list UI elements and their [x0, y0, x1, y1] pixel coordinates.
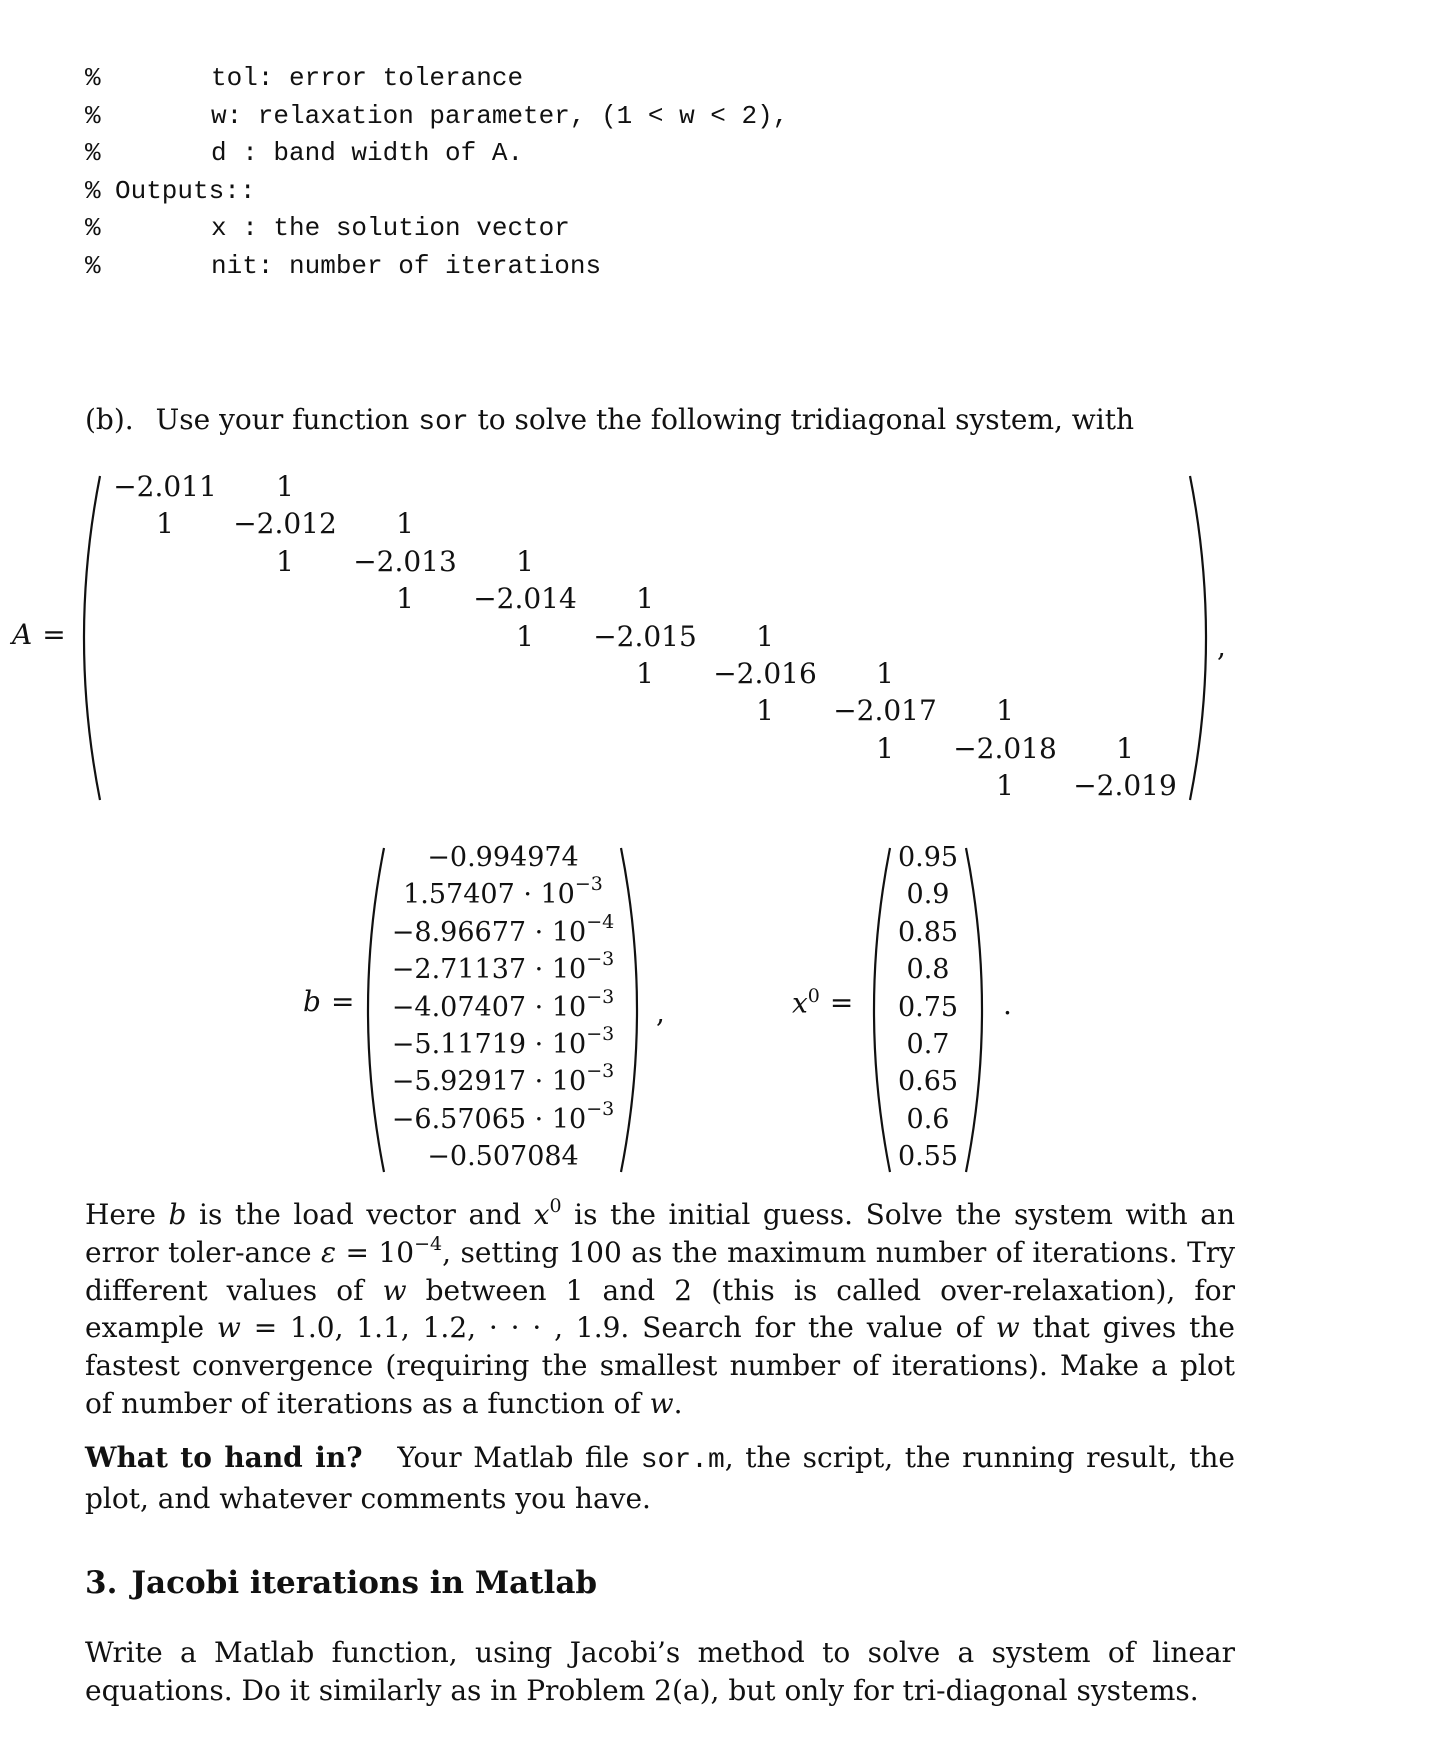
matrix-a-upper-entry: 1 — [636, 582, 654, 616]
vector-x0-entry: 0.85 — [897, 916, 959, 948]
matrix-a-diagonal-entry: −2.017 — [833, 694, 937, 728]
vector-x0 — [868, 840, 988, 1180]
hand-in-file: sor.m — [640, 1445, 725, 1476]
vector-b — [360, 840, 645, 1180]
vector-b-entry — [391, 910, 615, 948]
section-3-title: Jacobi iterations in Matlab — [131, 1565, 598, 1601]
hand-in-label: What to hand in? — [85, 1441, 363, 1474]
matrix-a-lower-entry: 1 — [276, 544, 294, 578]
comment-prefix: % — [85, 175, 101, 206]
vector-entry-mantissa: −2.71137 · 10 — [391, 954, 587, 986]
vector-entry-mantissa: −6.57065 · 10 — [391, 1103, 587, 1135]
vector-x0-label — [792, 985, 853, 1019]
matrix-a-lower-entry: 1 — [636, 657, 654, 690]
vector-entry-exponent: −3 — [574, 873, 603, 896]
matrix-a-upper-entry: 1 — [396, 507, 414, 541]
matrix-a-equals: = — [42, 618, 66, 651]
vector-entry-mantissa: −0.994974 — [427, 842, 579, 873]
p1-var-w3: w — [995, 1311, 1020, 1345]
matrix-a-lower-entry: 1 — [156, 507, 174, 541]
p1-var-w4: w — [649, 1386, 674, 1420]
vector-x0-period: . — [1003, 988, 1012, 1021]
p1-text-9: . — [673, 1386, 683, 1420]
matrix-a-label — [12, 618, 66, 651]
matrix-a-lower-entry: 1 — [996, 769, 1014, 803]
matrix-a-diagonal-entry: −2.011 — [113, 470, 217, 503]
comment-text: w: relaxation parameter, (1 < w < 2), — [211, 100, 789, 131]
vector-x0-entry: 0.9 — [906, 879, 950, 911]
p1-text-1: Here — [85, 1198, 169, 1231]
vector-entry-exponent: −4 — [586, 910, 615, 933]
matrix-a-lower-entry: 1 — [876, 731, 894, 765]
section-3-heading — [85, 1565, 597, 1601]
matrix-a-upper-entry: 1 — [516, 544, 534, 578]
vector-entry-mantissa: −8.96677 · 10 — [391, 916, 587, 948]
vector-entry-exponent: −3 — [586, 948, 615, 971]
matrix-a-diagonal-entry: −2.015 — [593, 619, 697, 653]
vector-entry-exponent: −3 — [586, 1023, 615, 1045]
vector-b-entry — [427, 842, 578, 873]
matrix-a-upper-entry: 1 — [756, 619, 774, 653]
vector-x0-entry: 0.6 — [906, 1103, 950, 1135]
matrix-a-symbol: A — [12, 618, 33, 651]
matrix-a-diagonal-entry: −2.013 — [353, 544, 457, 578]
p1-var-x-sup: 0 — [549, 1195, 562, 1217]
vector-x0-entry: 0.8 — [906, 954, 950, 986]
p1-var-b: b — [168, 1198, 187, 1231]
comment-prefix: % — [85, 250, 101, 281]
p1-var-x: x — [533, 1198, 550, 1231]
matrix-a-diagonal-entry: −2.014 — [473, 582, 577, 616]
hand-in-text-1: Your Matlab file — [397, 1441, 641, 1474]
vector-entry-exponent: −3 — [586, 1097, 615, 1120]
comment-text: x : the solution vector — [211, 213, 570, 244]
matrix-a-lower-entry: 1 — [516, 619, 534, 653]
vector-entry-mantissa: 1.57407 · 10 — [403, 879, 575, 911]
vector-b-entry — [391, 948, 615, 986]
p1-text-6: between 1 and 2 (this is called over-relaxation), for example — [85, 1273, 1235, 1345]
part-b-label: (b). — [85, 403, 134, 436]
comment-prefix: % — [85, 213, 101, 244]
matrix-a-upper-entry: 1 — [1116, 731, 1134, 765]
p1-text-5: , setting 100 as the maximum number of iterations. Try different values of — [85, 1235, 1236, 1307]
vector-x0-entry: 0.95 — [897, 842, 959, 873]
vector-b-comma: , — [656, 996, 665, 1029]
vector-x0-entry: 0.7 — [906, 1029, 950, 1060]
vector-x0-entry: 0.55 — [897, 1141, 959, 1173]
matrix-a-diagonal-entry: −2.012 — [233, 507, 337, 541]
vector-entry-mantissa: −5.11719 · 10 — [391, 1029, 587, 1060]
p1-text-4: = 10 — [336, 1235, 415, 1269]
vector-b-entry — [391, 1023, 615, 1060]
comment-prefix: % — [85, 63, 101, 93]
hand-in-text-2: , the script, the running result, the plot, and whatever comments you have. — [85, 1441, 1235, 1515]
vector-x0-entry: 0.65 — [897, 1066, 959, 1098]
vector-x0-symbol: x — [792, 986, 808, 1020]
p1-text-8: that gives the fastest convergence (requiring the smallest number of iterations). Make a plot of number of iterations as a function of — [85, 1311, 1235, 1420]
vector-entry-exponent: −3 — [586, 985, 615, 1008]
matrix-a — [80, 468, 1210, 808]
part-b-text-before: Use your function — [155, 403, 410, 436]
vector-x0-entry: 0.75 — [897, 991, 959, 1023]
vector-entry-mantissa: −4.07407 · 10 — [391, 991, 587, 1023]
comment-prefix: % — [85, 100, 101, 131]
matrix-a-diagonal-entry: −2.019 — [1073, 769, 1177, 803]
matrix-a-comma: , — [1217, 630, 1226, 663]
vector-b-equals: = — [330, 985, 355, 1018]
vector-b-entry — [427, 1141, 578, 1172]
hand-in-paragraph — [85, 1439, 1235, 1518]
part-b-intro — [85, 400, 1134, 443]
p1-var-eps: ε — [321, 1235, 337, 1269]
matrix-a-diagonal-entry: −2.018 — [953, 731, 1057, 765]
p1-eps-exp: −4 — [414, 1232, 443, 1255]
matrix-a-upper-entry: 1 — [876, 657, 894, 690]
vector-b-entry — [391, 985, 615, 1023]
p1-text-3: is the initial guess. Solve the system with an error toler-ance — [85, 1198, 1235, 1269]
matrix-a-upper-entry: 1 — [276, 470, 294, 503]
function-name: sor — [418, 407, 469, 438]
comment-text: tol: error tolerance — [211, 63, 524, 93]
matrix-a-diagonal-entry: −2.016 — [713, 657, 817, 690]
part-b-text-after: to solve the following tridiagonal system, with — [477, 403, 1135, 436]
section-3-number: 3. — [85, 1565, 118, 1601]
comment-text: d : band width of A. — [211, 138, 524, 169]
comment-text: nit: number of iterations — [211, 250, 602, 281]
p1-var-w1: w — [382, 1273, 407, 1307]
matrix-a-lower-entry: 1 — [756, 694, 774, 728]
vector-b-symbol: b — [303, 985, 321, 1018]
vector-b-entry — [391, 1097, 615, 1135]
comment-prefix: % — [85, 138, 101, 169]
vector-entry-mantissa: −5.92917 · 10 — [391, 1066, 587, 1098]
matrix-a-lower-entry: 1 — [396, 582, 414, 616]
p1-text-2: is the load vector and — [186, 1198, 534, 1231]
instructions-paragraph — [85, 1196, 1235, 1423]
vector-b-entry — [403, 873, 603, 911]
vector-entry-mantissa: −0.507084 — [427, 1141, 579, 1173]
vector-x0-equals: = — [829, 986, 854, 1020]
matrix-a-upper-entry: 1 — [996, 694, 1014, 728]
vector-entry-exponent: −3 — [586, 1060, 615, 1083]
section-3-body: Write a Matlab function, using Jacobi’s method to solve a system of linear equations. Do it similarly as in Problem 2(a), but only for tri-diagonal systems. — [85, 1636, 1235, 1707]
p1-text-7: = 1.0, 1.1, 1.2, · · · , 1.9. Search for the value of — [240, 1311, 996, 1345]
p1-var-w2: w — [216, 1311, 241, 1345]
vector-b-entry — [391, 1060, 615, 1098]
vector-b-label — [303, 985, 354, 1018]
comment-text: Outputs:: — [115, 175, 256, 206]
vector-x0-superscript: 0 — [807, 985, 820, 1007]
